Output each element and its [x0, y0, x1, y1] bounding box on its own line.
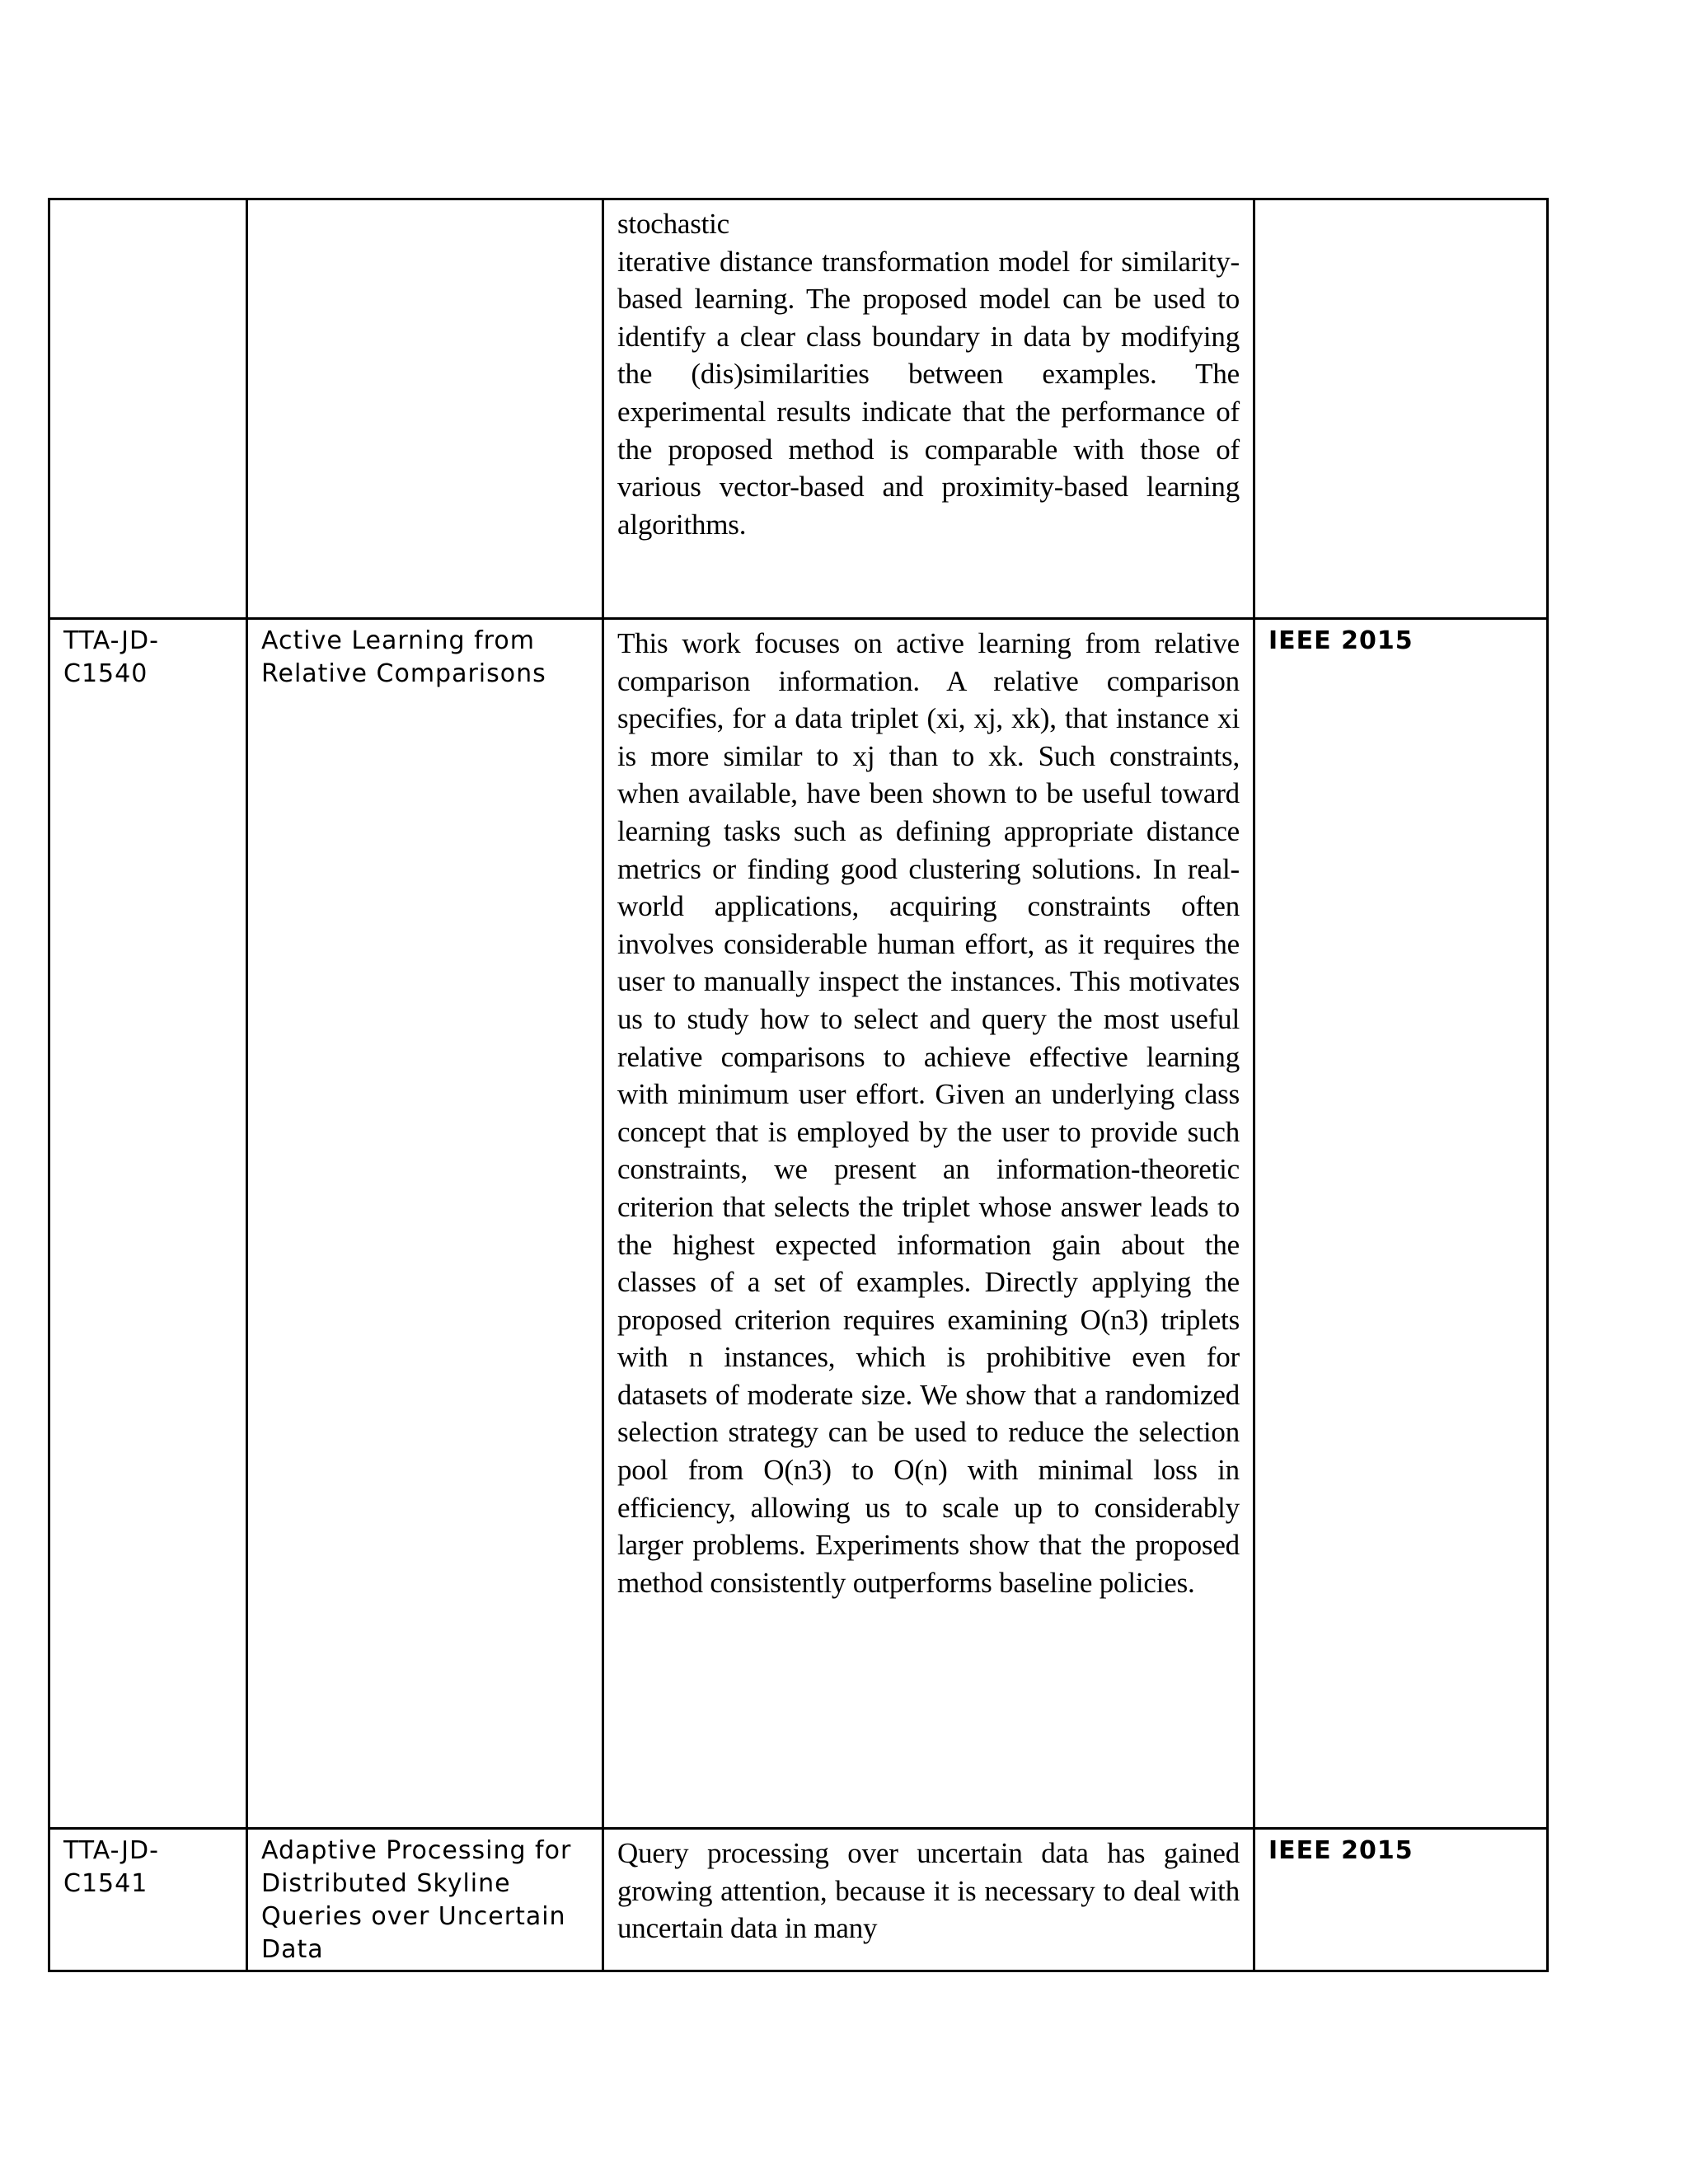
project-id-cell: TTA-JD-C1540 — [49, 619, 247, 1829]
abstract-cell — [603, 1829, 1254, 1971]
abstract-text: iterative distance transformation model for similarity-based learning. The proposed model can be used to identify a clear class boundary in data by modifying the (dis)similarities between examples. The experimental results indicate that the performance of the proposed method is comparable with those of various vector-based and proximity-based learning algorithms. — [617, 245, 1240, 541]
abstract-cell — [603, 199, 1254, 619]
year-cell: IEEE 2015 — [1254, 619, 1548, 1829]
project-title-cell — [247, 199, 603, 619]
abstract-cell — [603, 619, 1254, 1829]
project-id-cell — [49, 199, 247, 619]
table-row — [49, 199, 1548, 619]
project-id-cell: TTA-JD-C1541 — [49, 1829, 247, 1971]
table-row — [49, 1829, 1548, 1971]
abstract-text: stochastic — [617, 208, 730, 240]
year-cell — [1254, 199, 1548, 619]
abstract-text: This work focuses on active learning from relative comparison information. A relative comparison specifies, for a data triplet (xi, xj, xk), that instance xi is more similar to xj than to xk. Such constraints, when available, have been shown to be useful toward learning tasks such as defining appropriate distance metrics or finding good clustering solutions. In real-world applications, acquiring constraints often involves considerable human effort, as it requires the user to manually inspect the instances. This motivates us to study how to select and query the most useful relative comparisons to achieve effective learning with minimum user effort. Given an underlying class concept that is employed by the user to provide such constraints, we present an information-theoretic criterion that selects the triplet whose answer leads to the highest expected information gain about the classes of a set of examples. Directly applying the proposed criterion requires examining O(n3) triplets with n instances, which is prohibitive even for datasets of moderate size. We show that a randomized selection strategy can be used to reduce the selection pool from O(n3) to O(n) with minimal loss in efficiency, allowing us to scale up to considerably larger problems. Experiments show that the proposed method consistently outperforms baseline policies. — [617, 627, 1240, 1599]
abstract-text: Query processing over uncertain data has gained growing attention, because it is necessary to deal with uncertain data in many — [617, 1837, 1240, 1945]
project-title-cell: Adaptive Processing for Distributed Skyline Queries over Uncertain Data — [247, 1829, 603, 1971]
document-table — [48, 198, 1549, 1972]
year-cell: IEEE 2015 — [1254, 1829, 1548, 1971]
table-row — [49, 619, 1548, 1829]
project-title-cell: Active Learning from Relative Comparisons — [247, 619, 603, 1829]
